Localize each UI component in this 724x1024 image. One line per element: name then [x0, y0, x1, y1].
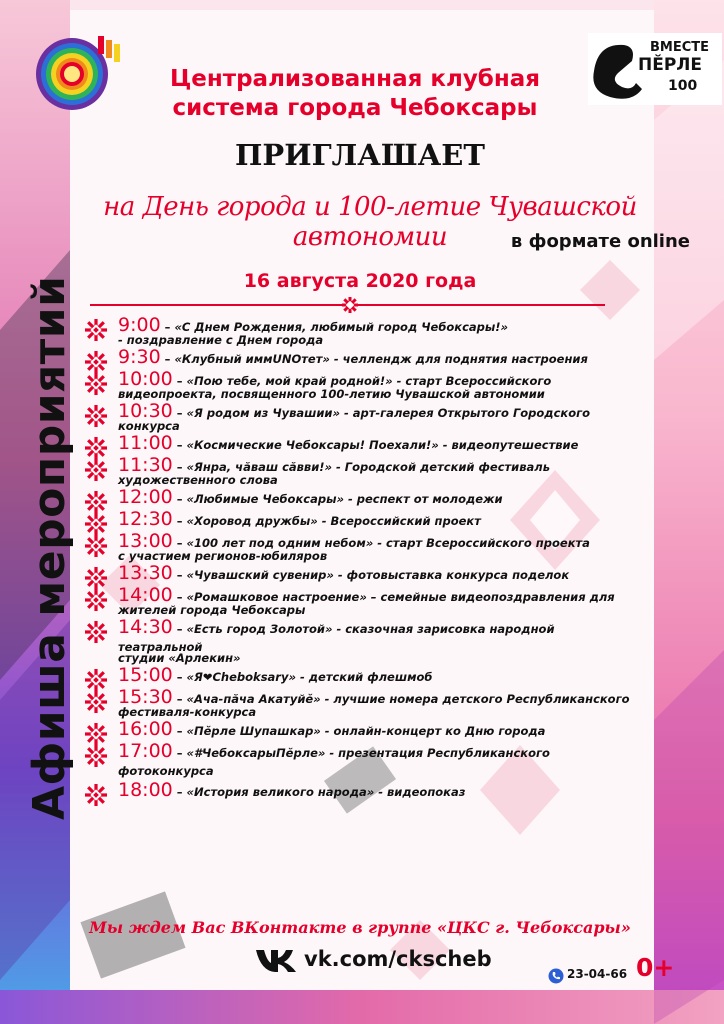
brand-middle-text: ПĔРЛЕ	[638, 55, 703, 75]
event-time: 9:00	[118, 314, 161, 336]
event-description: «Клубный иммUNOтет» - челлендж для поднятия настроения	[174, 352, 588, 366]
schedule-item: 13:30 – «Чувашский сувенир» - фотовыставка конкурса поделок	[82, 564, 642, 584]
event-description-cont: фестиваля-конкурса	[118, 705, 257, 720]
schedule-item: 12:30 – «Хоровод дружбы» - Всероссийский проект	[82, 510, 642, 530]
event-time: 18:00	[118, 779, 173, 802]
schedule-item: 16:00 – «Пĕрле Шупашкар» - онлайн-концерт ко Дню города	[82, 720, 642, 740]
event-description: «100 лет под одним небом» - старт Всероссийского проекта	[186, 535, 590, 550]
event-date: 16 августа 2020 года	[243, 270, 477, 292]
event-time: 15:30	[118, 686, 173, 709]
invite-heading: ПРИГЛАШАЕТ	[235, 138, 485, 172]
snowflake-bullet-icon	[84, 783, 108, 811]
event-time: 9:30	[118, 346, 161, 368]
schedule-item: 9:30 – «Клубный иммUNOтет» - челлендж для поднятия настроения	[82, 348, 642, 368]
snowflake-bullet-icon	[84, 318, 108, 346]
schedule-item: 12:00 – «Любимые Чебоксары» - респект от молодежи	[82, 488, 642, 508]
schedule-item: 18:00 – «История великого народа» - видеопоказ	[82, 781, 642, 801]
vertical-title: Афиша мероприятий	[24, 275, 75, 820]
event-description: «История великого народа» - видеопоказ	[186, 785, 466, 800]
snowflake-bullet-icon	[84, 372, 108, 400]
org-name-line1: Централизованная клубная	[169, 66, 541, 92]
event-time: 14:00	[118, 583, 173, 606]
schedule-item: 11:30 – «Янра, чăваш сăвви!» - Городской детский фестиваль художественного слова	[82, 456, 642, 486]
vk-logo-icon	[255, 947, 297, 973]
snowflake-bullet-icon	[84, 588, 108, 616]
snowflake-bullet-icon	[84, 534, 108, 562]
event-description-cont: жителей города Чебоксары	[118, 602, 306, 617]
event-description: «Чувашский сувенир» - фотовыставка конкурса поделок	[186, 567, 570, 582]
event-description: «Хоровод дружбы» - Всероссийский проект	[186, 513, 481, 528]
event-description: «#ЧебоксарыПĕрле» - презентация Республиканского фотоконкурса	[118, 746, 550, 779]
cks-logo-icon	[30, 30, 122, 112]
event-schedule	[82, 316, 642, 803]
event-time: 10:30	[118, 399, 173, 422]
event-time: 11:00	[118, 431, 173, 454]
vk-url-link[interactable]: vk.com/cksсheb	[304, 947, 492, 971]
event-time: 10:00	[118, 367, 173, 390]
schedule-item: 9:00 – «С Днем Рождения, любимый город Чебоксары!» - поздравление с Днем города	[82, 316, 642, 346]
schedule-item: 10:00 – «Пою тебе, мой край родной!» - старт Всероссийского видеопроекта, посвященного 100-летию Чувашской автономии	[82, 370, 642, 400]
event-time: 12:30	[118, 507, 173, 530]
event-description-cont: видеопроекта, посвященного 100-летию Чувашской автономии	[118, 386, 545, 401]
schedule-item: 13:00 – «100 лет под одним небом» - старт Всероссийского проекта с участием регионов-юбиляров	[82, 532, 642, 562]
schedule-item: 15:00 – «Я❤Cheboksary» - детский флешмоб	[82, 666, 642, 686]
phone-number: 23-04-66	[567, 967, 628, 981]
event-description-cont: конкурса	[118, 418, 180, 433]
event-description: «Ромашковое настроение» – семейные видеопоздравления для	[186, 589, 615, 604]
event-description: «С Днем Рождения, любимый город Чебоксары!»	[174, 320, 509, 334]
event-time: 14:30	[118, 615, 173, 638]
snowflake-bullet-icon	[84, 458, 108, 486]
schedule-item: 17:00 – «#ЧебоксарыПĕрле» - презентация Республиканского фотоконкурса	[82, 742, 642, 779]
event-time: 12:00	[118, 485, 173, 508]
snowflake-bullet-icon	[84, 404, 108, 432]
org-name-line2: система города Чебоксары	[172, 95, 538, 121]
event-description: «Я родом из Чувашии» - арт-галерея Открытого Городского	[186, 405, 591, 420]
schedule-item: 10:30 – «Я родом из Чувашии» - арт-галерея Открытого Городского конкурса	[82, 402, 642, 432]
schedule-item: 14:30 – «Есть город Золотой» - сказочная зарисовка народной театральной студии «Арлекин»	[82, 618, 642, 665]
schedule-item: 11:00 – «Космические Чебоксары! Поехали!» - видеопутешествие	[82, 434, 642, 454]
age-rating-badge: 0+	[636, 953, 675, 982]
event-description: «Я❤Cheboksary» - детский флешмоб	[186, 670, 433, 685]
event-description-cont: с участием регионов-юбиляров	[118, 548, 328, 563]
schedule-item: 14:00 – «Ромашковое настроение» – семейные видеопоздравления для жителей города Чебоксары	[82, 586, 642, 616]
event-description: «Любимые Чебоксары» - респект от молодежи	[186, 491, 503, 506]
event-description: «Янра, чăваш сăвви!» - Городской детский фестиваль	[186, 459, 550, 474]
event-time: 13:30	[118, 561, 173, 584]
vmeste-perle-100-logo	[588, 33, 722, 105]
event-time: 16:00	[118, 718, 173, 741]
event-description-cont: художественного слова	[118, 472, 278, 487]
snowflake-bullet-icon	[84, 744, 108, 772]
format-label: в формате online	[510, 231, 690, 252]
schedule-item: 15:30 – «Ача-пăча Акатуйĕ» - лучшие номера детского Республиканского фестиваля-конкурса	[82, 688, 642, 718]
vk-invite-text: Мы ждем Вас ВКонтакте в группе «ЦКС г. Чебоксары»	[89, 918, 631, 937]
occasion-title: на День города и 100-летие Чувашской автономии	[103, 192, 637, 252]
phone-icon	[548, 968, 564, 984]
snowflake-bullet-icon	[84, 620, 108, 648]
event-time: 13:00	[118, 529, 173, 552]
event-time: 17:00	[118, 740, 173, 763]
brand-top-text: ВМЕСТЕ	[650, 40, 710, 55]
event-time: 15:00	[118, 664, 173, 687]
snowflake-ornament-icon	[341, 296, 359, 314]
event-description: «Космические Чебоксары! Поехали!» - видеопутешествие	[186, 437, 579, 452]
snowflake-bullet-icon	[84, 690, 108, 718]
event-description: «Ача-пăча Акатуйĕ» - лучшие номера детского Республиканского	[186, 692, 630, 707]
event-description: «Пою тебе, мой край родной!» - старт Всероссийского	[186, 373, 552, 388]
event-description: «Пĕрле Шупашкар» - онлайн-концерт ко Дню города	[186, 724, 546, 739]
event-time: 11:30	[118, 453, 173, 476]
event-description-cont: студии «Арлекин»	[118, 651, 241, 666]
event-description-cont: - поздравление с Днем города	[118, 332, 324, 347]
event-description: «Есть город Золотой» - сказочная зарисовка народной театральной	[118, 621, 555, 654]
brand-number-text: 100	[668, 78, 698, 94]
